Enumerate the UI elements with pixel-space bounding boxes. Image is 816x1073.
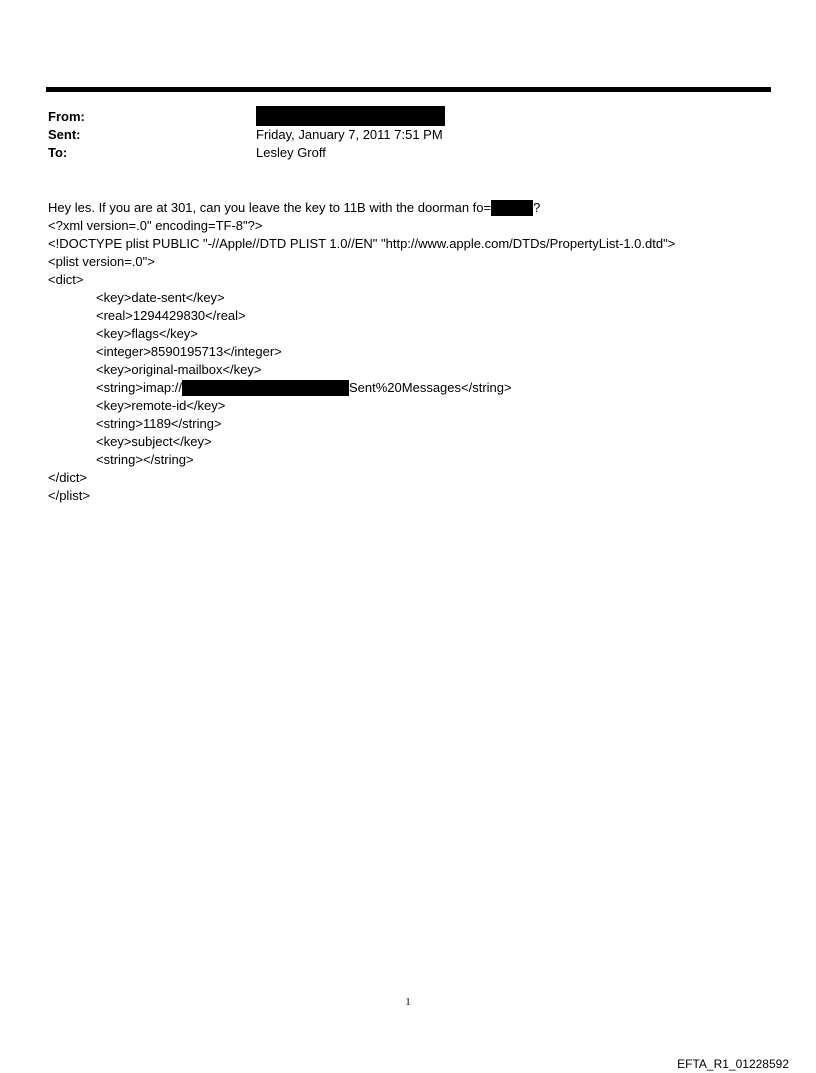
to-row xyxy=(48,144,748,162)
plist-string-subject: <string></string> xyxy=(96,452,194,467)
message-text: Hey les. If you are at 301, can you leave the key to 11B with the doorman fo= xyxy=(48,200,492,215)
sent-label: Sent: xyxy=(48,127,81,142)
plist-doctype: <!DOCTYPE plist PUBLIC "-//Apple//DTD PLIST 1.0//EN" "http://www.apple.com/DTDs/PropertyList-1.0.dtd"> xyxy=(48,236,676,251)
message-text-end: ? xyxy=(533,200,541,215)
plist-open-tag: <plist version=.0"> xyxy=(48,254,155,269)
header-divider-rule xyxy=(46,87,771,92)
plist-xml-declaration: <?xml version=.0" encoding=TF-8"?> xyxy=(48,218,263,233)
page-number: 1 xyxy=(405,996,411,1008)
sent-value: Friday, January 7, 2011 7:51 PM xyxy=(256,127,443,142)
plist-string-remote-id: <string>1189</string> xyxy=(96,416,222,431)
from-row xyxy=(48,108,748,126)
plist-key-remote-id: <key>remote-id</key> xyxy=(96,398,226,413)
plist-string-imap xyxy=(48,379,788,397)
email-header xyxy=(48,108,748,162)
plist-key-date-sent: <key>date-sent</key> xyxy=(96,290,225,305)
sent-row xyxy=(48,126,748,144)
plist-integer-value: <integer>8590195713</integer> xyxy=(96,344,282,359)
plist-real-value: <real>1294429830</real> xyxy=(96,308,246,323)
from-label: From: xyxy=(48,109,85,124)
imap-prefix: <string>imap:// xyxy=(96,380,182,395)
email-body xyxy=(48,199,788,505)
dict-open-tag: <dict> xyxy=(48,272,84,287)
imap-suffix: Sent%20Messages</string> xyxy=(349,380,512,395)
imap-redaction-block xyxy=(182,380,349,396)
from-redaction-block xyxy=(256,106,445,126)
to-value: Lesley Groff xyxy=(256,145,326,160)
plist-close-tag: </plist> xyxy=(48,488,90,503)
plist-key-subject: <key>subject</key> xyxy=(96,434,212,449)
plist-key-original-mailbox: <key>original-mailbox</key> xyxy=(96,362,262,377)
message-redaction-block xyxy=(491,200,533,216)
plist-key-flags: <key>flags</key> xyxy=(96,326,198,341)
from-value xyxy=(256,108,445,126)
to-label: To: xyxy=(48,145,68,160)
dict-close-tag: </dict> xyxy=(48,470,88,485)
message-line xyxy=(48,199,788,217)
bates-number: EFTA_R1_01228592 xyxy=(677,1057,789,1071)
